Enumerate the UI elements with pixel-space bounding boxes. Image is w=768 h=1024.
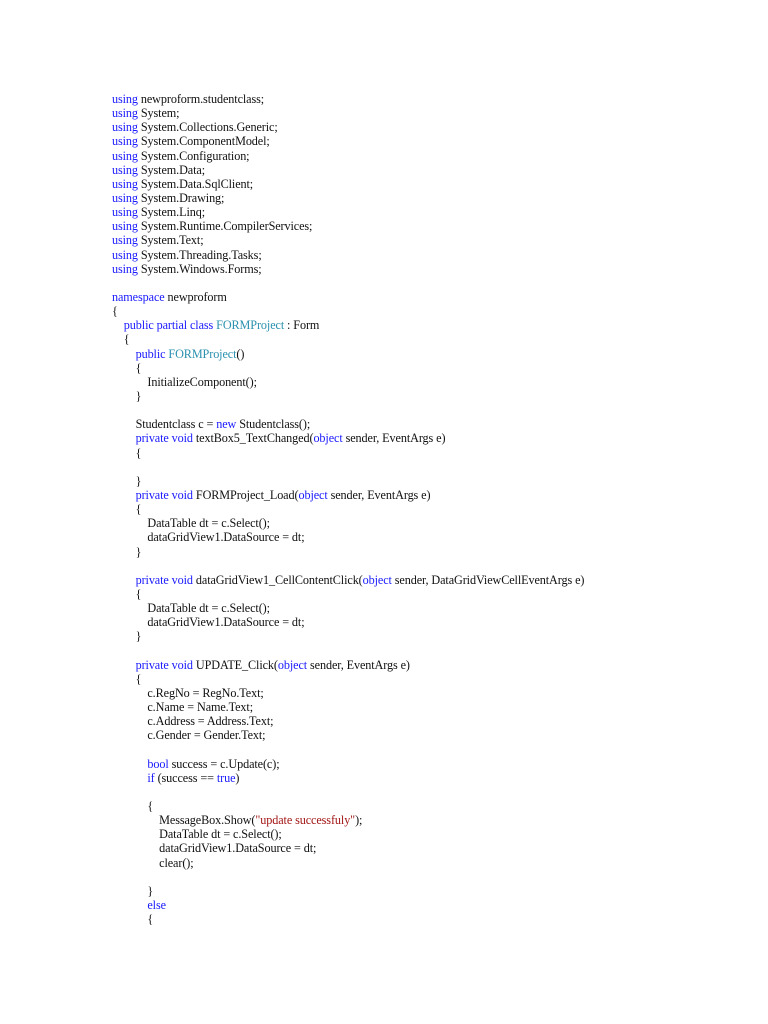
code-text bbox=[112, 347, 136, 361]
code-text: ) bbox=[235, 770, 240, 785]
code-text: sender, DataGridViewCellEventArgs e) bbox=[391, 572, 585, 587]
keyword-token: private void bbox=[135, 487, 193, 502]
code-line bbox=[112, 502, 584, 516]
code-line bbox=[112, 290, 584, 304]
code-text: { bbox=[112, 332, 130, 347]
code-line bbox=[112, 205, 584, 219]
code-line bbox=[112, 601, 584, 615]
keyword-token: true bbox=[216, 770, 236, 785]
code-document bbox=[112, 92, 584, 926]
keyword-token: object bbox=[277, 657, 308, 672]
code-text: ); bbox=[355, 813, 363, 828]
keyword-token: public partial class bbox=[123, 318, 214, 333]
code-text: newproform.studentclass; bbox=[137, 92, 265, 106]
code-text: DataTable dt = c.Select(); bbox=[112, 516, 270, 531]
code-text: System.Runtime.CompilerServices; bbox=[137, 219, 313, 234]
code-text: { bbox=[112, 502, 142, 517]
code-text: System.Configuration; bbox=[137, 148, 250, 163]
keyword-token: public bbox=[135, 346, 166, 361]
code-line bbox=[112, 799, 584, 813]
code-text bbox=[112, 488, 136, 502]
keyword-token: using bbox=[112, 219, 138, 234]
keyword-token: object bbox=[298, 487, 328, 502]
keyword-token: private void bbox=[135, 572, 193, 587]
code-text: } bbox=[112, 473, 142, 488]
code-line bbox=[112, 700, 584, 714]
code-text: System.Data; bbox=[137, 162, 205, 177]
code-text: (success == bbox=[154, 770, 217, 785]
keyword-token: using bbox=[112, 261, 138, 276]
code-line bbox=[112, 233, 584, 247]
code-line bbox=[112, 403, 584, 417]
code-line bbox=[112, 431, 584, 445]
code-text: } bbox=[112, 388, 142, 403]
code-text bbox=[112, 318, 124, 332]
code-text: DataTable dt = c.Select(); bbox=[112, 827, 282, 842]
string-token: "update successfuly" bbox=[255, 813, 356, 828]
code-line bbox=[112, 884, 584, 898]
code-line bbox=[112, 347, 584, 361]
keyword-token: using bbox=[112, 247, 138, 262]
code-line bbox=[112, 361, 584, 375]
code-text: { bbox=[112, 912, 154, 927]
keyword-token: object bbox=[313, 431, 343, 446]
code-text: clear(); bbox=[112, 855, 194, 870]
code-text bbox=[112, 431, 136, 445]
code-line bbox=[112, 163, 584, 177]
code-text bbox=[112, 573, 136, 587]
code-line bbox=[112, 191, 584, 205]
type-token: FORMProject bbox=[216, 318, 285, 333]
code-text: System.Windows.Forms; bbox=[137, 261, 262, 276]
code-text: { bbox=[112, 671, 142, 686]
code-text: sender, EventArgs e) bbox=[327, 487, 431, 502]
keyword-token: using bbox=[112, 190, 138, 205]
code-text: () bbox=[236, 346, 245, 361]
code-line bbox=[112, 742, 584, 756]
code-line bbox=[112, 149, 584, 163]
keyword-token: using bbox=[112, 233, 138, 248]
code-line bbox=[112, 92, 584, 106]
code-text: } bbox=[112, 883, 154, 898]
keyword-token: bool bbox=[147, 756, 169, 771]
code-text: System.Collections.Generic; bbox=[137, 120, 278, 135]
code-line bbox=[112, 870, 584, 884]
code-line bbox=[112, 219, 584, 233]
code-text: textBox5_TextChanged( bbox=[192, 431, 314, 446]
code-line bbox=[112, 728, 584, 742]
code-line bbox=[112, 304, 584, 318]
code-line bbox=[112, 898, 584, 912]
code-line bbox=[112, 332, 584, 346]
code-text: FORMProject_Load( bbox=[192, 487, 299, 502]
code-line bbox=[112, 813, 584, 827]
code-line bbox=[112, 856, 584, 870]
code-text: System.Linq; bbox=[137, 205, 206, 220]
code-text: success = c.Update(c); bbox=[168, 756, 280, 771]
code-text: { bbox=[112, 445, 142, 460]
keyword-token: else bbox=[147, 898, 166, 913]
keyword-token: using bbox=[112, 148, 138, 163]
code-text: MessageBox.Show( bbox=[112, 813, 256, 828]
code-line bbox=[112, 446, 584, 460]
code-text: } bbox=[112, 544, 142, 559]
keyword-token: using bbox=[112, 176, 138, 191]
keyword-token: using bbox=[112, 162, 138, 177]
code-text: System; bbox=[137, 106, 180, 121]
code-line bbox=[112, 643, 584, 657]
code-line bbox=[112, 573, 584, 587]
code-line bbox=[112, 488, 584, 502]
keyword-token: using bbox=[112, 134, 138, 149]
code-text: c.Gender = Gender.Text; bbox=[112, 728, 266, 743]
keyword-token: namespace bbox=[112, 289, 165, 304]
code-line bbox=[112, 785, 584, 799]
code-line bbox=[112, 545, 584, 559]
code-line bbox=[112, 841, 584, 855]
code-line bbox=[112, 530, 584, 544]
code-text: { bbox=[112, 360, 142, 375]
code-text: { bbox=[112, 799, 154, 814]
keyword-token: private void bbox=[135, 431, 193, 446]
code-text bbox=[112, 771, 147, 785]
code-text bbox=[112, 898, 147, 912]
code-text: System.Data.SqlClient; bbox=[137, 176, 254, 191]
code-text: dataGridView1.DataSource = dt; bbox=[112, 530, 305, 545]
code-text: dataGridView1.DataSource = dt; bbox=[112, 841, 317, 856]
code-line bbox=[112, 120, 584, 134]
keyword-token: using bbox=[112, 92, 138, 106]
code-text: dataGridView1_CellContentClick( bbox=[192, 572, 363, 587]
code-line bbox=[112, 417, 584, 431]
code-text: { bbox=[112, 586, 142, 601]
code-line bbox=[112, 516, 584, 530]
code-text: System.Text; bbox=[137, 233, 204, 248]
keyword-token: new bbox=[216, 417, 237, 432]
code-line bbox=[112, 559, 584, 573]
code-line bbox=[112, 658, 584, 672]
code-line bbox=[112, 757, 584, 771]
code-text bbox=[112, 757, 147, 771]
code-text: } bbox=[112, 629, 142, 644]
code-line bbox=[112, 262, 584, 276]
code-line bbox=[112, 134, 584, 148]
code-line bbox=[112, 460, 584, 474]
code-line bbox=[112, 276, 584, 290]
code-text: { bbox=[112, 304, 118, 319]
code-line bbox=[112, 106, 584, 120]
code-text bbox=[112, 658, 136, 672]
code-line bbox=[112, 389, 584, 403]
code-text: sender, EventArgs e) bbox=[342, 431, 446, 446]
keyword-token: using bbox=[112, 120, 138, 135]
code-text: System.Threading.Tasks; bbox=[137, 247, 262, 262]
code-text: System.Drawing; bbox=[137, 190, 225, 205]
code-line bbox=[112, 177, 584, 191]
code-text: DataTable dt = c.Select(); bbox=[112, 601, 270, 616]
code-line bbox=[112, 375, 584, 389]
keyword-token: using bbox=[112, 106, 138, 121]
code-text: : Form bbox=[284, 318, 320, 333]
code-text: sender, EventArgs e) bbox=[307, 657, 410, 672]
code-text: System.ComponentModel; bbox=[137, 134, 270, 149]
code-text: c.Address = Address.Text; bbox=[112, 714, 274, 729]
code-text: c.Name = Name.Text; bbox=[112, 700, 254, 715]
code-line bbox=[112, 629, 584, 643]
code-line bbox=[112, 686, 584, 700]
type-token: FORMProject bbox=[168, 346, 237, 361]
code-line bbox=[112, 248, 584, 262]
code-text: InitializeComponent(); bbox=[112, 374, 257, 389]
code-line bbox=[112, 587, 584, 601]
keyword-token: if bbox=[147, 770, 155, 785]
keyword-token: private void bbox=[135, 657, 193, 672]
code-text: c.RegNo = RegNo.Text; bbox=[112, 685, 264, 700]
code-line bbox=[112, 912, 584, 926]
code-line bbox=[112, 827, 584, 841]
code-line bbox=[112, 672, 584, 686]
code-text: UPDATE_Click( bbox=[192, 657, 278, 672]
code-line bbox=[112, 318, 584, 332]
code-line bbox=[112, 714, 584, 728]
code-line bbox=[112, 771, 584, 785]
keyword-token: using bbox=[112, 205, 138, 220]
code-line bbox=[112, 474, 584, 488]
code-text: dataGridView1.DataSource = dt; bbox=[112, 615, 305, 630]
code-text: Studentclass(); bbox=[236, 417, 311, 432]
code-line bbox=[112, 615, 584, 629]
keyword-token: object bbox=[362, 572, 392, 587]
code-text: Studentclass c = bbox=[112, 417, 217, 432]
code-text: newproform bbox=[164, 289, 227, 304]
